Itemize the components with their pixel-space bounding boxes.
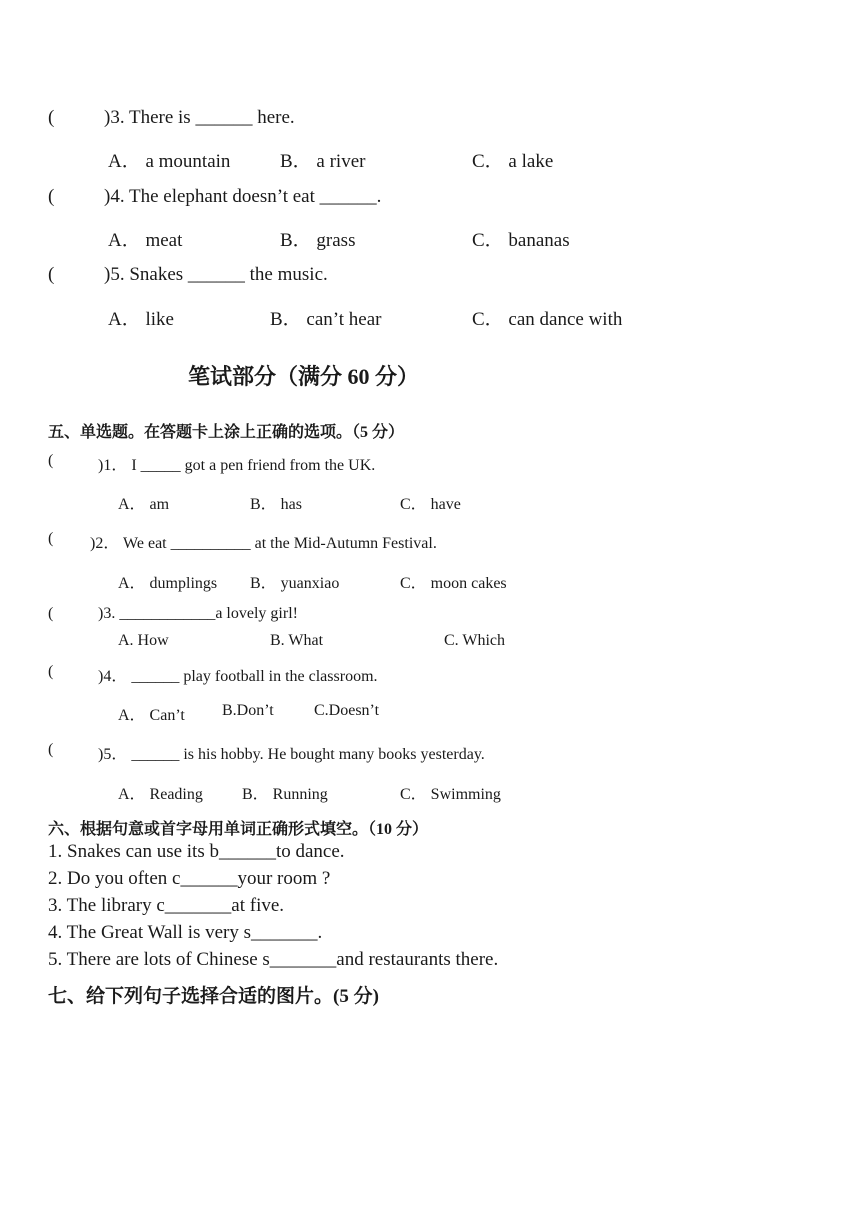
answer-paren: ( (48, 107, 55, 128)
option-a: A． dumplings (118, 575, 218, 592)
question-text: )2． We eat __________ at the Mid-Autumn Festival. (90, 535, 437, 552)
answer-paren: ( (48, 186, 55, 207)
option-b: B.Don’t (222, 702, 274, 719)
option-b: B． Running (242, 786, 328, 803)
answer-paren: ( (48, 452, 54, 469)
option-c: C． have (400, 496, 461, 513)
section7-heading: 七、给下列句子选择合适的图片。(5 分) (48, 986, 379, 1007)
answer-paren: ( (48, 605, 54, 622)
option-a: A． a mountain (108, 151, 231, 172)
option-a: A． Can’t (118, 707, 185, 724)
answer-paren: ( (48, 264, 55, 285)
option-a: A． am (118, 496, 170, 513)
question-text: )3. There is ______ here. (104, 107, 295, 128)
option-b: B. What (270, 632, 324, 649)
option-c: C． a lake (472, 151, 554, 172)
fill-blank-line: 5. There are lots of Chinese s_______and restaurants there. (48, 949, 499, 970)
option-a: A. How (118, 632, 169, 649)
fill-blank-line: 2. Do you often c______your room ? (48, 868, 331, 889)
answer-paren: ( (48, 663, 54, 680)
option-c: C. Which (444, 632, 506, 649)
question-text: )3. ____________a lovely girl! (98, 605, 298, 622)
option-c: C． moon cakes (400, 575, 507, 592)
option-a: A． Reading (118, 786, 203, 803)
answer-paren: ( (48, 741, 54, 758)
option-c: C． can dance with (472, 309, 623, 330)
option-c: C． bananas (472, 230, 570, 251)
option-b: B． grass (280, 230, 356, 251)
question-text: )4． ______ play football in the classroom. (98, 668, 378, 685)
answer-paren: ( (48, 530, 54, 547)
section5-heading: 五、单选题。在答题卡上涂上正确的选项。（5 分） (48, 424, 405, 441)
question-text: )5. Snakes ______ the music. (104, 264, 328, 285)
fill-blank-line: 1. Snakes can use its b______to dance. (48, 841, 345, 862)
written-part-title: 笔试部分（满分 60 分） (188, 364, 420, 389)
option-b: B． has (250, 496, 303, 513)
option-b: B． yuanxiao (250, 575, 340, 592)
fill-blank-line: 3. The library c_______at five. (48, 895, 285, 916)
option-a: A． meat (108, 230, 183, 251)
question-text: )4. The elephant doesn’t eat ______. (104, 186, 382, 207)
fill-blank-line: 4. The Great Wall is very s_______. (48, 922, 323, 943)
option-b: B． can’t hear (270, 309, 382, 330)
option-c: C.Doesn’t (314, 702, 380, 719)
option-a: A． like (108, 309, 174, 330)
option-c: C． Swimming (400, 786, 501, 803)
question-text: )1． I _____ got a pen friend from the UK. (98, 457, 376, 474)
question-text: )5． ______ is his hobby. He bought many books yesterday. (98, 746, 485, 763)
section6-heading: 六、根据句意或首字母用单词正确形式填空。（10 分） (48, 821, 429, 838)
option-b: B． a river (280, 151, 366, 172)
